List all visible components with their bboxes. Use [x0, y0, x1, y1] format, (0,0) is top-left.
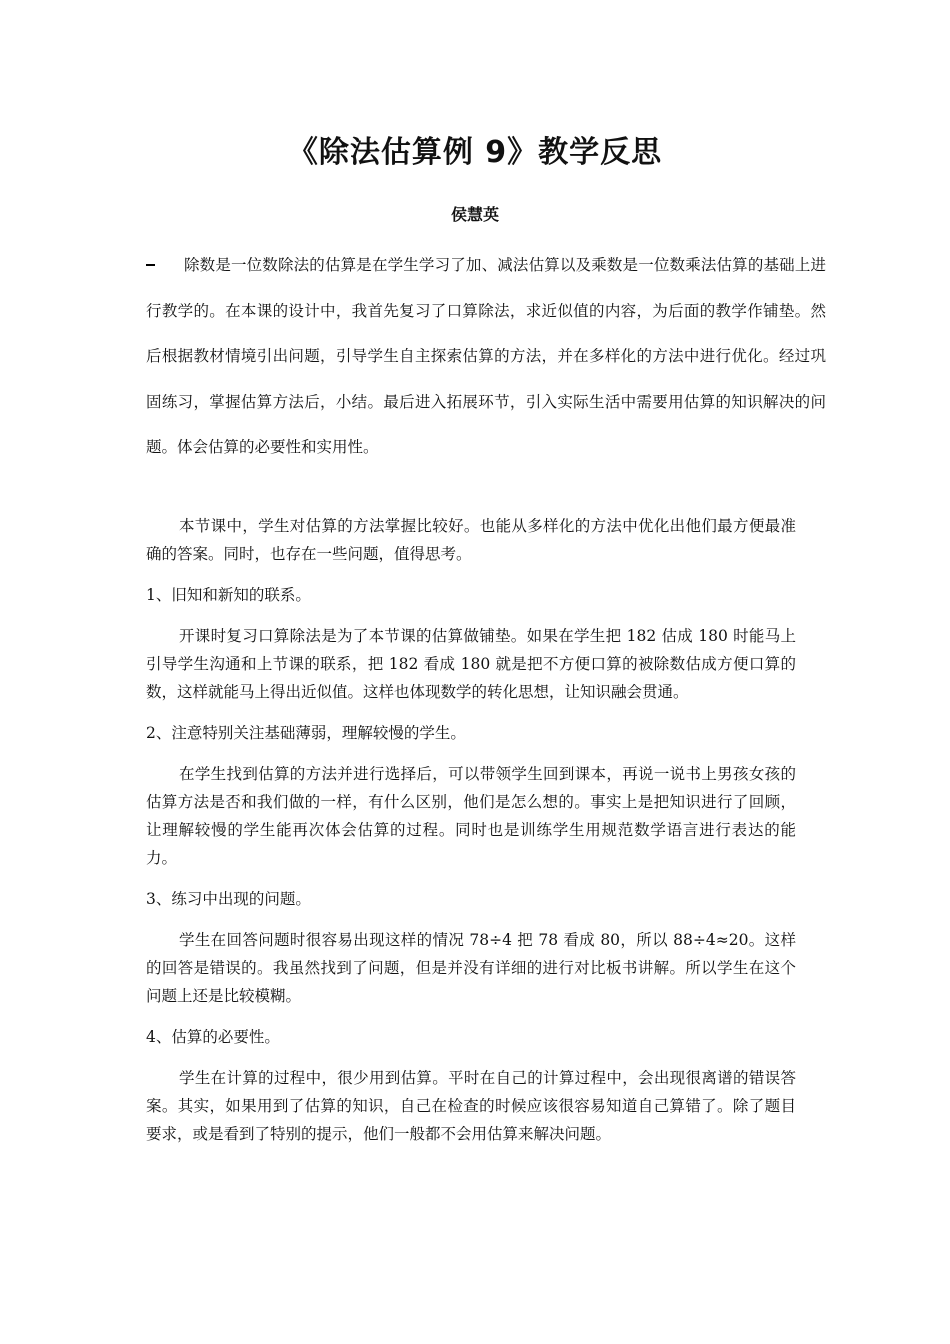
- section-heading-3: 3、练习中出现的问题。: [146, 890, 311, 908]
- section-text-3: 学生在回答问题时很容易出现这样的情况 78÷4 把 78 看成 80，所以 88÷4≈20。这样的回答是错误的。我虽然找到了问题，但是并没有详细的进行对比板书讲解。所以学生在这个问题上还是比较模糊。: [146, 931, 796, 1005]
- intro-paragraph: 除数是一位数除法的估算是在学生学习了加、减法估算以及乘数是一位数乘法估算的基础上进行教学的。在本课的设计中，我首先复习了口算除法，求近似值的内容，为后面的教学作铺垫。然后根据教材情境引出问题，引导学生自主探索估算的方法，并在多样化的方法中进行优化。经过巩固练习，掌握估算方法后，小结。最后进入拓展环节，引入实际生活中需要用估算的知识解决的问题。体会估算的必要性和实用性。: [146, 256, 826, 456]
- overview-paragraph: 本节课中，学生对估算的方法掌握比较好。也能从多样化的方法中优化出他们最方便最准确的答案。同时，也存在一些问题，值得思考。: [146, 517, 796, 563]
- section-heading-2: 2、注意特别关注基础薄弱，理解较慢的学生。: [146, 724, 466, 742]
- section-text-1: 开课时复习口算除法是为了本节课的估算做铺垫。如果在学生把 182 估成 180 时能马上引导学生沟通和上节课的联系，把 182 看成 180 就是把不方便口算的被除数估成方便口算的数，这样就能马上得出近似值。这样也体现数学的转化思想，让知识融会贯通。: [146, 627, 796, 701]
- section-text-2: 在学生找到估算的方法并进行选择后，可以带领学生回到课本，再说一说书上男孩女孩的估算方法是否和我们做的一样，有什么区别，他们是怎么想的。事实上是把知识进行了回顾，让理解较慢的学生能再次体会估算的过程。同时也是训练学生用规范数学语言进行表达的能力。: [146, 765, 796, 867]
- section-heading-1: 1、旧知和新知的联系。: [146, 586, 311, 604]
- document-author: 侯慧英: [450, 205, 499, 224]
- section-text-4: 学生在计算的过程中，很少用到估算。平时在自己的计算过程中，会出现很离谱的错误答案。其实，如果用到了估算的知识，自己在检查的时候应该很容易知道自己算错了。除了题目要求，或是看到了特别的提示，他们一般都不会用估算来解决问题。: [146, 1069, 796, 1143]
- section-heading-4: 4、估算的必要性。: [146, 1028, 280, 1046]
- document-body: [146, 512, 796, 1148]
- document-title: 《除法估算例 9》教学反思: [287, 135, 663, 170]
